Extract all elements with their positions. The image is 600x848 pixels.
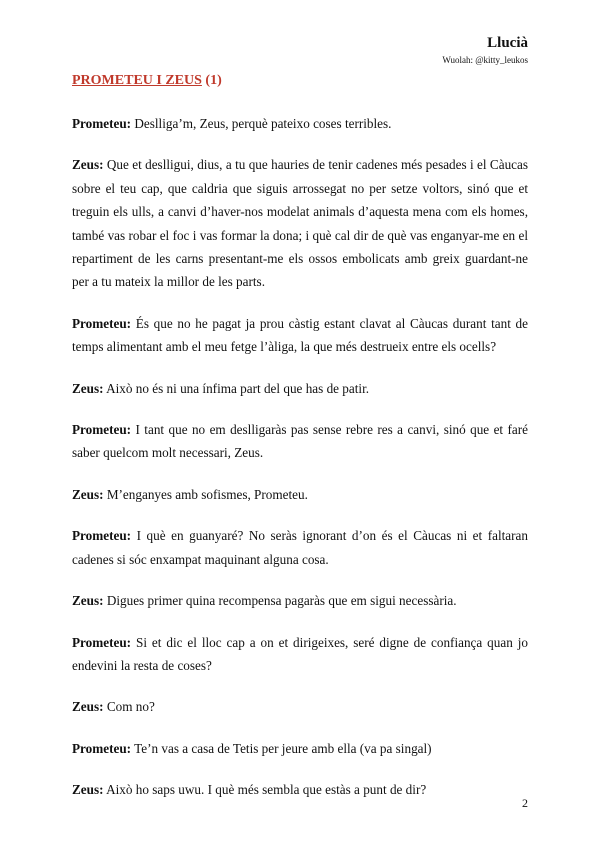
- dialogue-body: [72, 112, 528, 820]
- dialogue-line: [72, 377, 528, 400]
- dialogue-text: Digues primer quina recompensa pagaràs que em sigui necessària.: [106, 593, 457, 609]
- dialogue-text: Com no?: [106, 699, 155, 715]
- dialogue-text: Això no és ni una ínfima part del que has de patir.: [106, 380, 370, 396]
- dialogue-line: [72, 737, 528, 760]
- speaker-label: Zeus:: [72, 782, 104, 798]
- dialogue-text: Te’n vas a casa de Tetis per jeure amb ella (va pa singal): [134, 740, 432, 756]
- speaker-label: Zeus:: [72, 486, 104, 502]
- speaker-label: Prometeu:: [72, 528, 132, 544]
- speaker-label: Zeus:: [72, 157, 104, 173]
- title-text: PROMETEU I ZEUS: [72, 73, 202, 88]
- dialogue-line: [72, 631, 528, 678]
- author-name: Llucià: [487, 35, 528, 51]
- dialogue-line: [72, 153, 528, 293]
- dialogue-line: [72, 418, 528, 465]
- dialogue-text: Deslliga’m, Zeus, perquè pateixo coses terribles.: [134, 116, 392, 131]
- dialogue-text: I tant que no em deslligaràs pas sense rebre res a canvi, sinó que et faré saber quelcom molt necessari, Zeus.: [72, 422, 528, 461]
- page-header: [442, 34, 528, 66]
- document-title: [72, 73, 222, 89]
- speaker-label: Prometeu:: [72, 634, 132, 650]
- dialogue-text: Això ho saps uwu. I què més sembla que estàs a punt de dir?: [106, 782, 427, 798]
- speaker-label: Prometeu:: [72, 422, 132, 438]
- dialogue-text: Que et deslligui, dius, a tu que hauries de tenir cadenes més pesades i el Càucas sobre el teu cap, que caldria que siguis arrossegat no per setze voltors, sinó que et treguin els ulls, a canvi d’haver-nos modelat animals d’aquesta mena com els homes, també vas robar el foc i vas formar la dona; i què cal dir de què vas enganyar-me en el repartiment de les carns presentant-me els ossos embolicats amb greix guardant-ne per a tu mateix la millor de les parts.: [72, 157, 528, 290]
- speaker-label: Zeus:: [72, 699, 104, 715]
- speaker-label: Zeus:: [72, 593, 104, 609]
- page-number: 2: [522, 796, 528, 810]
- speaker-label: Prometeu:: [72, 315, 132, 331]
- dialogue-line: [72, 524, 528, 571]
- dialogue-text: M’enganyes amb sofismes, Prometeu.: [106, 486, 308, 502]
- speaker-label: Prometeu:: [72, 116, 132, 131]
- speaker-label: Prometeu:: [72, 740, 132, 756]
- dialogue-line: [72, 312, 528, 359]
- dialogue-line: [72, 589, 528, 612]
- credit-line: Wuolah: @kitty_leukos: [442, 55, 528, 65]
- dialogue-text: I què en guanyaré? No seràs ignorant d’on és el Càucas ni et faltaran cadenes si sóc enxampat maquinant alguna cosa.: [72, 528, 528, 567]
- speaker-label: Zeus:: [72, 380, 104, 396]
- dialogue-line: [72, 695, 528, 718]
- dialogue-text: Si et dic el lloc cap a on et dirigeixes, seré digne de confiança quan jo endevini la resta de coses?: [72, 634, 528, 673]
- dialogue-line: [72, 483, 528, 506]
- title-number: (1): [205, 73, 222, 88]
- dialogue-line: [72, 112, 528, 135]
- dialogue-line: [72, 778, 528, 801]
- dialogue-text: És que no he pagat ja prou càstig estant clavat al Càucas durant tant de temps alimentant amb el meu fetge l’àliga, la que més destrueix entre els ocells?: [72, 315, 528, 355]
